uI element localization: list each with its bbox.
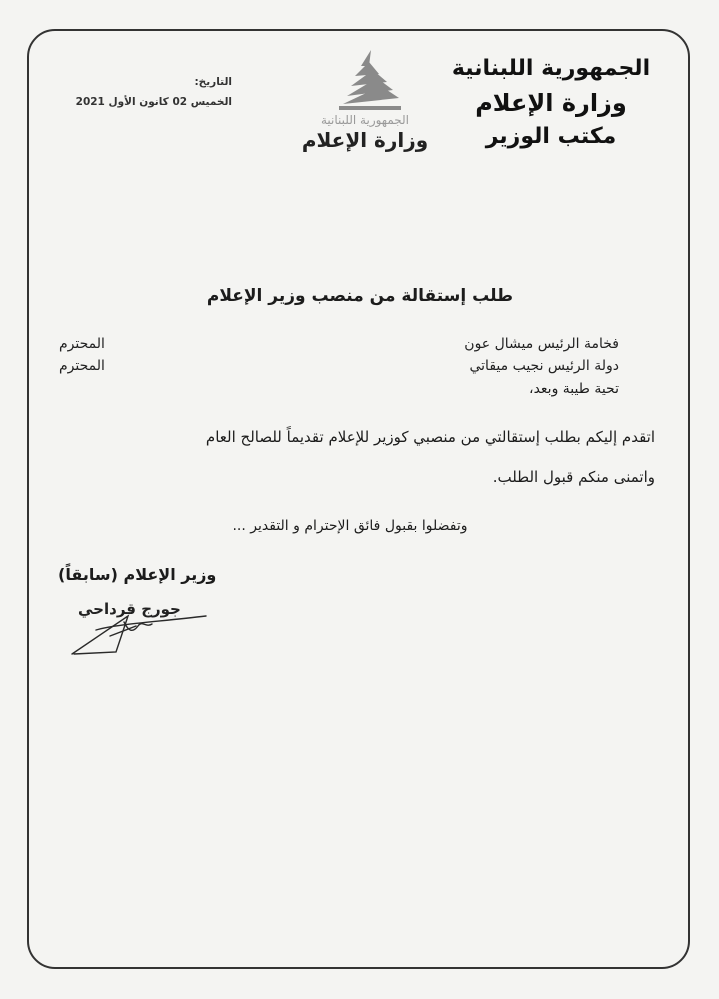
republic-heading: الجمهورية اللبنانية [451, 56, 651, 81]
signature-title: وزير الإعلام (سابقاً) [58, 565, 217, 584]
page-border [27, 29, 690, 969]
closing-line: وتفضلوا بقبول فائق الإحترام و التقدير ... [232, 518, 468, 534]
letter-subject: طلب إستقالة من منصب وزير الإعلام [206, 286, 514, 306]
addressee-honorific: المحترم [59, 336, 105, 352]
date-block [52, 72, 232, 112]
handwritten-signature-icon [66, 596, 226, 662]
ministry-heading: وزارة الإعلام [475, 89, 627, 117]
date-label: التاريخ: [194, 76, 232, 88]
cedar-logo-icon [325, 48, 405, 114]
signature-name: جورج قرداحي [78, 600, 181, 618]
ministry-logo [300, 48, 430, 168]
date-value: الخميس 02 كانون الأول 2021 [75, 96, 232, 108]
addressee-name: دولة الرئيس نجيب ميقاتي [469, 358, 619, 374]
letterhead [431, 52, 671, 154]
body-line-1: اتقدم إليكم بطلب إستقالتي من منصبي كوزير للإعلام تقديماً للصالح العام [205, 428, 655, 446]
body-line-2: واتمنى منكم قبول الطلب. [492, 468, 655, 486]
addressee-name: فخامة الرئيس ميشال عون [464, 336, 619, 352]
addressee-honorific: المحترم [59, 358, 105, 374]
greeting: تحية طيبة وبعد، [529, 381, 619, 397]
logo-ministry-text: وزارة الإعلام [301, 128, 429, 152]
logo-faded-text: الجمهورية اللبنانية [320, 113, 410, 127]
office-heading: مكتب الوزير [485, 124, 617, 149]
